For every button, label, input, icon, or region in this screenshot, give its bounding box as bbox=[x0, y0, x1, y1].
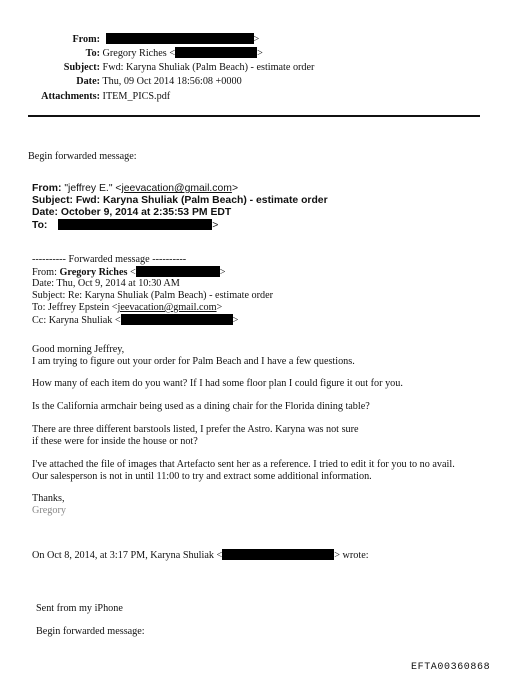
header-from-row bbox=[0, 33, 259, 45]
paragraph-4b: if these were for inside the house or not? bbox=[32, 436, 198, 447]
fwd1-from-name: "jeffrey E." < bbox=[61, 183, 122, 194]
close-bracket: > bbox=[253, 34, 260, 45]
attachment-link[interactable]: ITEM_PICS.pdf bbox=[102, 91, 171, 102]
begin-forwarded-1: Begin forwarded message: bbox=[28, 151, 137, 162]
greeting: Good morning Jeffrey, bbox=[32, 344, 125, 355]
header-date-row bbox=[0, 76, 242, 87]
on-date-wrote bbox=[32, 549, 369, 561]
close-bracket: > bbox=[212, 220, 219, 231]
fwd2-to bbox=[32, 302, 222, 313]
paragraph-3: Is the California armchair being used as a dining chair for the Florida dining table? bbox=[32, 401, 370, 412]
from-label: From: bbox=[72, 34, 100, 45]
date-value: Thu, 09 Oct 2014 18:56:08 +0000 bbox=[102, 76, 242, 87]
redacted-block bbox=[175, 47, 257, 58]
fwd1-subject: Subject: Fwd: Karyna Shuliak (Palm Beach) - estimate order bbox=[32, 195, 328, 206]
to-value: Gregory Riches < bbox=[102, 48, 176, 59]
fwd2-date: Date: Thu, Oct 9, 2014 at 10:30 AM bbox=[32, 278, 180, 289]
fwd2-from bbox=[32, 266, 226, 278]
close-bracket: > bbox=[257, 48, 263, 59]
header-to-row bbox=[0, 47, 263, 59]
header-divider bbox=[28, 115, 480, 117]
sent-from: Sent from my iPhone bbox=[36, 603, 123, 614]
fwd1-from-close: > bbox=[231, 183, 239, 194]
date-label: Date: bbox=[76, 76, 100, 87]
fwd1-from bbox=[32, 183, 238, 194]
signature: Gregory bbox=[32, 505, 66, 516]
on-date-text: On Oct 8, 2014, at 3:17 PM, Karyna Shuliak < bbox=[32, 550, 223, 561]
attachments-label: Attachments: bbox=[41, 91, 100, 102]
paragraph-5a: I've attached the file of images that Artefacto sent her as a reference. I tried to edit it for you to no avail. bbox=[32, 459, 455, 470]
header-subject-row bbox=[0, 62, 314, 73]
close-bracket: > bbox=[216, 302, 223, 313]
header-attachments-row bbox=[0, 91, 170, 102]
subject-label: Subject: bbox=[63, 62, 100, 73]
redacted-block bbox=[121, 314, 233, 325]
fwd2-from-name: Gregory Riches bbox=[59, 267, 128, 278]
redacted-block bbox=[222, 549, 334, 560]
redacted-block bbox=[136, 266, 220, 277]
close-bracket: > bbox=[232, 315, 239, 326]
paragraph-5b: Our salesperson is not in until 11:00 to try and extract some additional information. bbox=[32, 471, 372, 482]
fwd2-separator: ---------- Forwarded message ---------- bbox=[32, 254, 187, 265]
redacted-block bbox=[58, 219, 212, 230]
subject-value: Fwd: Karyna Shuliak (Palm Beach) - estimate order bbox=[102, 62, 315, 73]
redacted-block bbox=[106, 33, 254, 44]
fwd1-date: Date: October 9, 2014 at 2:35:53 PM EDT bbox=[32, 207, 232, 218]
fwd1-email-link[interactable]: jeevacation@gmail.com bbox=[121, 183, 232, 194]
close-bracket: > bbox=[219, 267, 226, 278]
fwd1-to bbox=[32, 219, 218, 231]
to-label: To: bbox=[85, 48, 100, 59]
paragraph-2: How many of each item do you want? If I had some floor plan I could figure it out for you. bbox=[32, 378, 403, 389]
fwd2-cc bbox=[32, 314, 238, 326]
fwd2-email-link[interactable]: jeevacation@gmail.com bbox=[117, 302, 217, 313]
fwd2-cc-prefix: Cc: Karyna Shuliak < bbox=[32, 315, 121, 326]
fwd2-to-prefix: To: Jeffrey Epstein < bbox=[32, 302, 118, 313]
fwd2-from-open: < bbox=[127, 267, 136, 278]
thanks: Thanks, bbox=[32, 493, 65, 504]
paragraph-1: I am trying to figure out your order for Palm Beach and I have a few questions. bbox=[32, 356, 355, 367]
fwd2-subject: Subject: Re: Karyna Shuliak (Palm Beach) - estimate order bbox=[32, 290, 274, 301]
begin-forwarded-2: Begin forwarded message: bbox=[36, 626, 145, 637]
fwd2-from-label: From: bbox=[32, 267, 60, 278]
paragraph-4a: There are three different barstools listed, I prefer the Astro. Karyna was not sure bbox=[32, 424, 359, 435]
fwd1-from-label: From: bbox=[32, 183, 62, 194]
fwd1-to-label: To: bbox=[32, 220, 48, 231]
document-stamp: EFTA00360868 bbox=[411, 662, 491, 673]
wrote-text: > wrote: bbox=[334, 550, 369, 561]
